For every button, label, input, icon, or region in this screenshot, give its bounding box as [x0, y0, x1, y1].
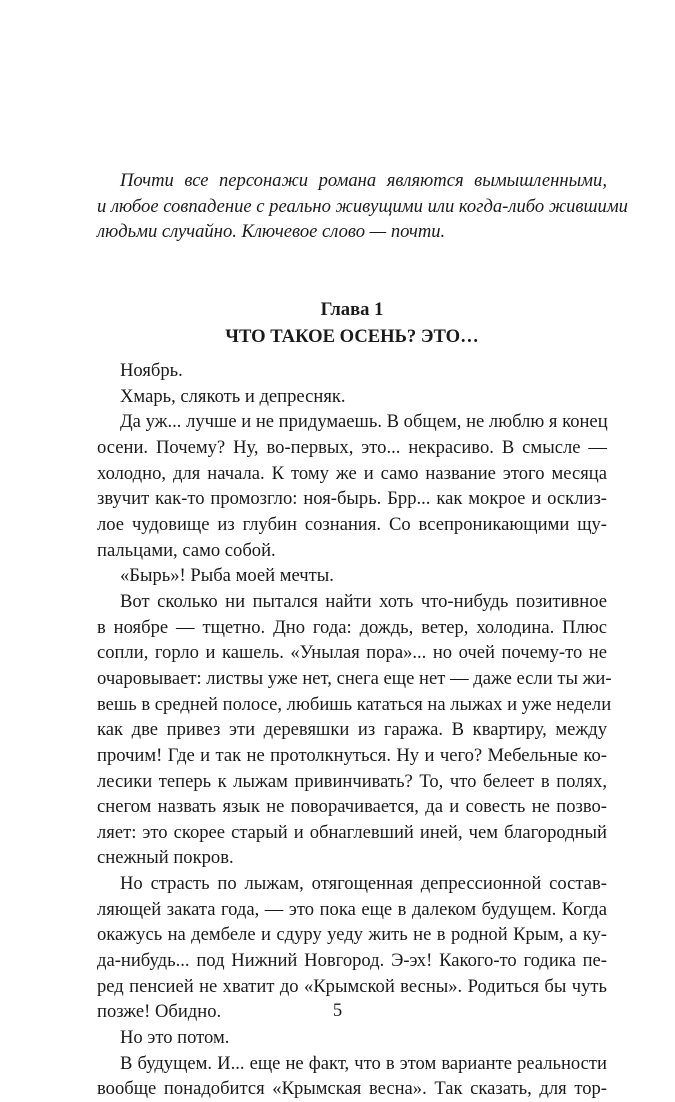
page-number: 5	[332, 1000, 343, 1021]
chapter-number: Глава 1	[320, 299, 384, 320]
text-line: Ноябрь.	[120, 360, 183, 381]
text-line: сопли, горло и кашель. «Унылая пора»... но очей почему-то не	[97, 642, 607, 664]
body-text	[97, 358, 612, 1102]
text-line: Да уж... лучше и не придумаешь. В общем, не люблю я конец	[120, 411, 608, 433]
text-line: лое чудовище из глубин сознания. Со всепроникающими щу-	[97, 513, 607, 535]
text-line: лесики теперь к лыжам привинчивать? То, что белеет в полях,	[97, 770, 607, 792]
epigraph-line: людьми случайно. Ключевое слово — почти.	[97, 221, 446, 242]
text-line: снежный покров.	[97, 847, 234, 869]
text-line: как две привез эти деревяшки из гаража. В квартиру, между	[97, 719, 607, 741]
text-line: окажусь на дембеле и сдуру уеду жить не в родной Крым, а ку-	[97, 924, 607, 946]
text-line: ляет: это скорее старый и обнаглевший иней, чем благородный	[97, 821, 607, 843]
text-line: снегом назвать язык не поворачивается, да и совесть не позво-	[97, 796, 607, 818]
chapter-title: ЧТО ТАКОЕ ОСЕНЬ? ЭТО…	[225, 326, 479, 347]
text-line: прочим! Где и так не протолкнуться. Ну и чего? Мебельные ко-	[97, 744, 607, 766]
text-line: холодно, для начала. К тому же и само название этого месяца	[97, 462, 607, 484]
text-line: Но это потом.	[120, 1027, 230, 1049]
text-line: Но страсть по лыжам, отягощенная депрессионной состав-	[120, 873, 607, 895]
text-line: вешь в средней полосе, любишь кататься на лыжах и уже недели	[97, 693, 612, 715]
epigraph-line: Почти все персонажи романа являются вымышленными,	[120, 170, 607, 191]
text-line: звучит как-то промозгло: ноя-бырь. Брр... как мокрое и осклиз-	[97, 488, 607, 510]
text-line: пальцами, само собой.	[97, 539, 276, 561]
text-line: позже! Обидно.	[97, 1001, 222, 1023]
text-line: вообще понадобится «Крымская весна». Так сказать, для тор-	[97, 1078, 607, 1100]
text-line: в ноябре — тщетно. Дно года: дождь, ветер, холодина. Плюс	[97, 616, 607, 638]
text-line: ред пенсией не хватит до «Крымской весны». Родиться бы чуть	[97, 975, 607, 997]
text-line: «Бырь»! Рыба моей мечты.	[120, 565, 334, 587]
text-line: осени. Почему? Ну, во-первых, это... некрасиво. В смысле —	[97, 436, 607, 458]
chapter-heading	[97, 296, 607, 350]
epigraph	[97, 168, 628, 245]
text-line: В будущем. И... еще не факт, что в этом варианте реальности	[120, 1052, 607, 1074]
text-line: ляющей заката года, — это пока еще в далеком будущем. Когда	[97, 898, 607, 920]
text-line: очаровывает: листвы уже нет, снега еще нет — даже если ты жи-	[97, 667, 612, 689]
text-line: да-нибудь... под Нижний Новгород. Э-эх! Какого-то годика пе-	[97, 950, 607, 972]
text-line: Хмарь, слякоть и депресняк.	[120, 385, 346, 407]
text-line: Вот сколько ни пытался найти хоть что-нибудь позитивное	[120, 590, 607, 612]
epigraph-line: и любое совпадение с реально живущими или когда-либо жившими	[97, 195, 628, 217]
